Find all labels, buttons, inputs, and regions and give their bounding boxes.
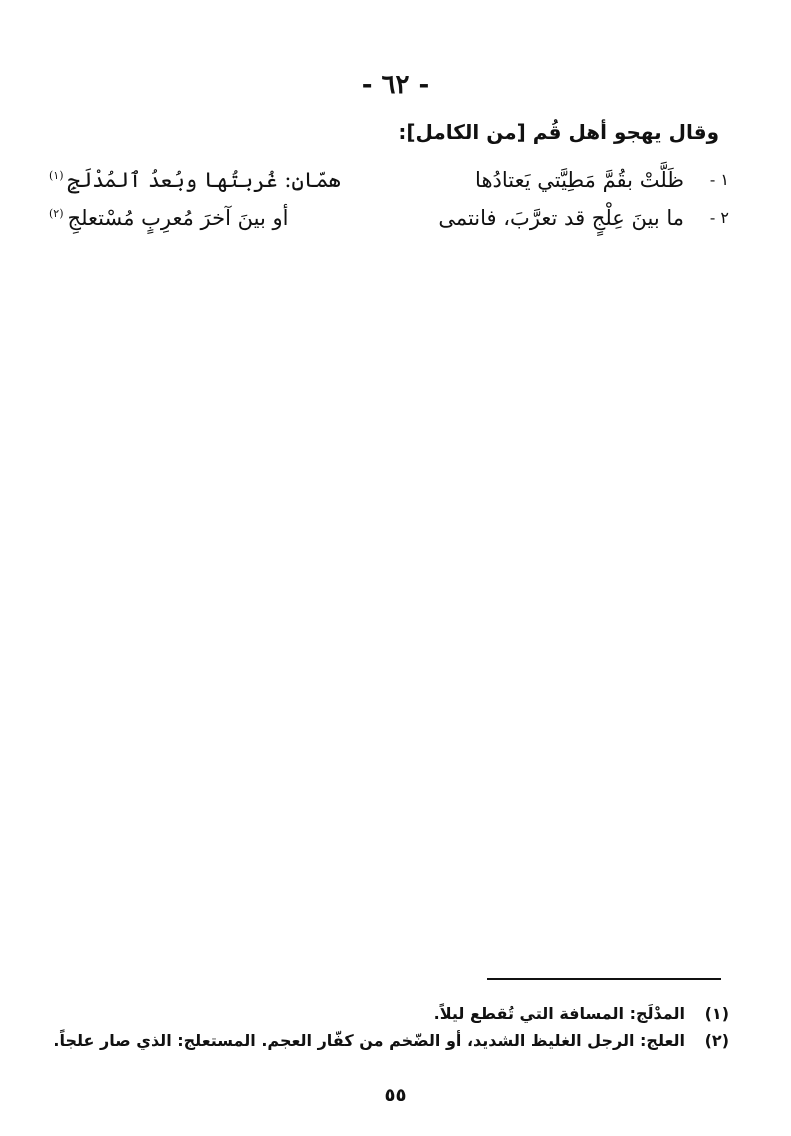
verse-first-hemistich: ما بينَ عِلْجٍ قد تعرَّبَ، فانتمى [438,206,684,230]
footnote-2 [53,1031,729,1050]
footnote-text: العلج: الرجل الغليظ الشديد، أو الضّخم من كفّار العجم. المستعلج: الذي صار علجاً. [53,1031,685,1050]
verse-number: ٢ - [709,208,729,227]
verse-second-hemistich-text: همّانِ: غُربتُها وبُعدُ ٱلمُدْلَجِ [67,168,341,192]
page-number: ٥٥ [384,1085,407,1106]
verse-second-hemistich [49,206,288,230]
footnote-reference: (١) [49,169,64,182]
footnote-number: (٢) [704,1031,729,1050]
verse-1 [49,168,729,202]
footnote-number: (١) [704,1004,729,1023]
verse-first-hemistich: ظَلَّتْ بقُمَّ مَطِيَّتي يَعتادُها [475,168,684,192]
footnote-divider [487,978,721,980]
verse-second-hemistich [49,168,341,192]
verse-2 [49,206,729,240]
footnote-reference: (٢) [49,207,64,220]
footnote-1 [434,1004,729,1023]
intro-line: وقال يهجو أهل قُم [من الكامل]: [398,120,719,144]
footnote-text: المدْلَج: المسافة التي تُقطع ليلاً. [433,1004,685,1023]
verse-number: ١ - [709,170,729,189]
verse-second-hemistich-text: أو بينَ آخرَ مُعرِبٍ مُسْتعلجِ [67,206,289,230]
poem-number: - ٦٢ - [361,70,430,100]
